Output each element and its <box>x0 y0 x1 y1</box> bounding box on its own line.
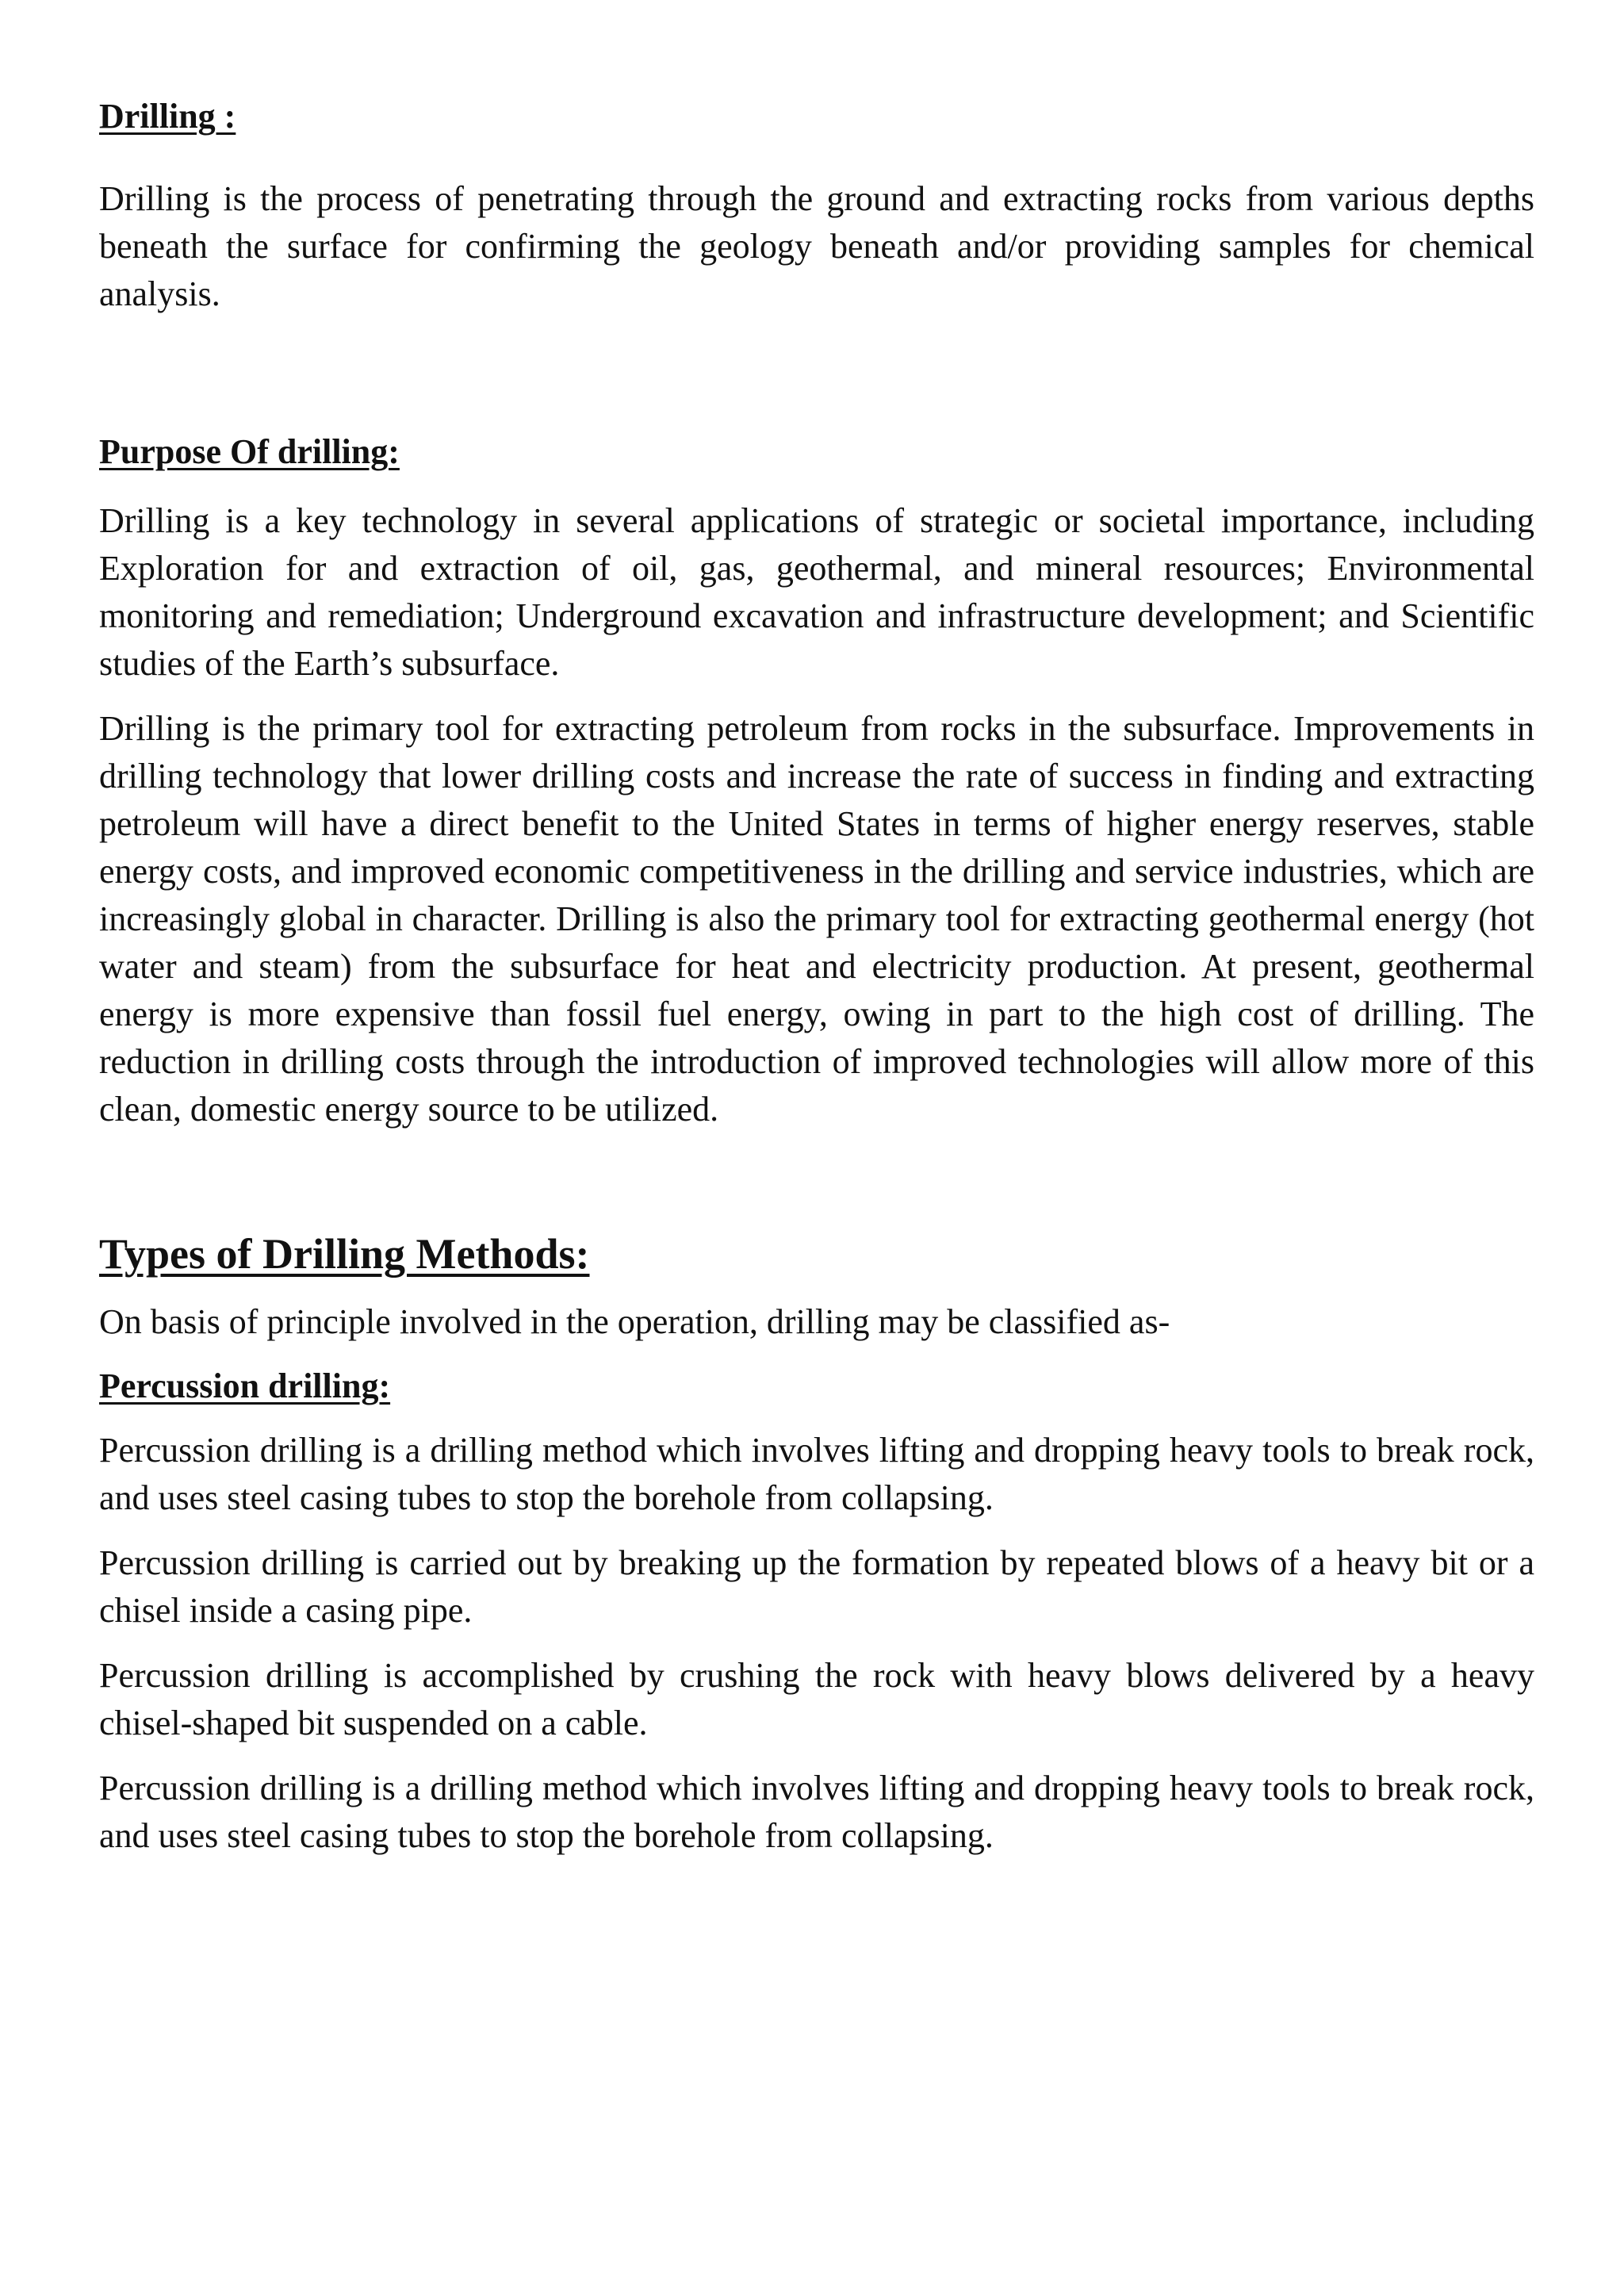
paragraph-types-intro: On basis of principle involved in the operation, drilling may be classified as- <box>99 1302 1170 1341</box>
heading-types-of-drilling-methods: Types of Drilling Methods: <box>99 1230 590 1278</box>
paragraph-percussion-1: Percussion drilling is a drilling method which involves lifting and dropping heavy tools to break rock, and uses steel casing tubes to stop the borehole from collapsing. <box>99 1431 1534 1517</box>
heading-percussion-drilling: Percussion drilling: <box>99 1366 391 1405</box>
document-body <box>99 94 1534 1860</box>
paragraph-purpose-2: Drilling is the primary tool for extracting petroleum from rocks in the subsurface. Improvements in drilling technology that lower drilling costs and increase the rate of success in finding and extracting petroleum will have a direct benefit to the United States in terms of higher energy reserves, stable energy costs, and improved economic competitiveness in the drilling and service industries, which are increasingly global in character. Drilling is also the primary tool for extracting geothermal energy (hot water and steam) from the subsurface for heat and electricity production. At present, geothermal energy is more expensive than fossil fuel energy, owing in part to the high cost of drilling. The reduction in drilling costs through the introduction of improved technologies will allow more of this clean, domestic energy source to be utilized. <box>99 709 1534 1129</box>
paragraph-drilling-definition: Drilling is the process of penetrating through the ground and extracting rocks from various depths beneath the surface for confirming the geology beneath and/or providing samples for chemical analysis. <box>99 179 1534 313</box>
heading-drilling: Drilling : <box>99 97 236 136</box>
paragraph-percussion-4: Percussion drilling is a drilling method which involves lifting and dropping heavy tools to break rock, and uses steel casing tubes to stop the borehole from collapsing. <box>99 1769 1534 1855</box>
paragraph-purpose-1: Drilling is a key technology in several applications of strategic or societal importance, including Exploration for and extraction of oil, gas, geothermal, and mineral resources; Environmental monitoring and remediation; Underground excavation and infrastructure development; and Scientific studies of the Earth’s subsurface. <box>99 501 1534 683</box>
paragraph-percussion-3: Percussion drilling is accomplished by crushing the rock with heavy blows delivered by a heavy chisel-shaped bit suspended on a cable. <box>99 1656 1534 1742</box>
paragraph-percussion-2: Percussion drilling is carried out by breaking up the formation by repeated blows of a heavy bit or a chisel inside a casing pipe. <box>99 1543 1534 1630</box>
heading-purpose-of-drilling: Purpose Of drilling: <box>99 432 400 471</box>
